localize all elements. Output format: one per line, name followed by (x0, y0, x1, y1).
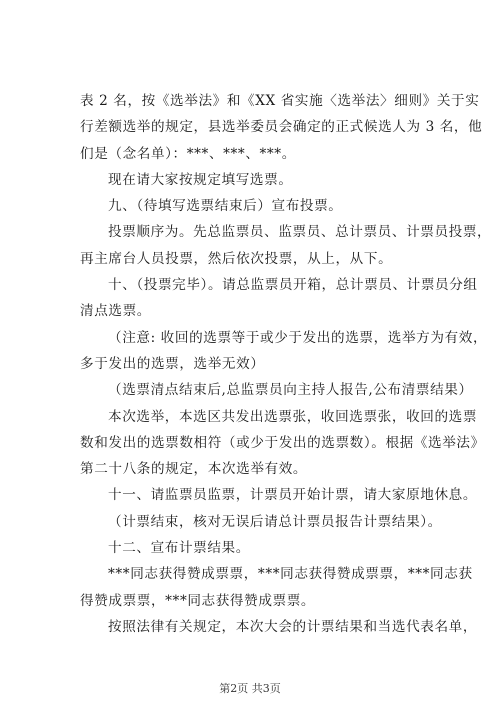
text-line: （选票清点结束后,总监票员向主持人报告,公布清票结果） (108, 382, 473, 399)
section-heading-eleven: 十一、请监票员监票，计票员开始计票，请大家原地休息。 (108, 487, 478, 504)
text-line: 再主席台人员投票，然后依次投票，从上，从下。 (80, 250, 393, 267)
page-footer: 第2页 共3页 (219, 682, 281, 695)
result-line: 得赞成票票，***同志获得赞成票票。 (80, 592, 316, 609)
text-line: 们是（念名单）：***、***、***。 (80, 145, 296, 162)
text-line: 第二十八条的规定，本次选举有效。 (80, 461, 308, 478)
section-heading-nine: 九、（待填写选票结束后）宣布投票。 (108, 198, 343, 215)
text-line: （计票结束，核对无误后请总计票员报告计票结果）。 (108, 513, 442, 530)
text-line: 按照法律有关规定，本次大会的计票结果和当选代表名单， (108, 618, 478, 635)
text-line: 本次选举，本选区共发出选票张，收回选票张，收回的选票 (108, 408, 478, 425)
section-heading-twelve: 十二、宣布计票结果。 (108, 540, 250, 557)
text-line: 现在请大家按规定填写选票。 (108, 171, 293, 188)
text-line: 投票顺序为。先总监票员、监票员、总计票员、计票员投票， (108, 224, 492, 241)
result-line: ***同志获得赞成票票，***同志获得赞成票票，***同志获 (108, 566, 473, 583)
document-body (80, 88, 492, 640)
text-line: 表 2 名，按《选举法》和《XX 省实施〈选举法〉细则》关于实 (80, 93, 480, 109)
section-heading-ten: 十、（投票完毕）。请总监票员开箱，总计票员、计票员分组 (108, 277, 478, 294)
note-line: （注意: 收回的选票等于或少于发出的选票，选举方为有效， (108, 329, 488, 346)
text-line: 行差额选举的规定，县选举委员会确定的正式候选人为 3 名，他 (80, 119, 483, 136)
text-line: 数和发出的选票数相符（或少于发出的选票数）。根据《选举法》 (80, 434, 485, 451)
text-line: 清点选票。 (80, 303, 151, 320)
note-line: 多于发出的选票，选举无效） (80, 355, 265, 372)
